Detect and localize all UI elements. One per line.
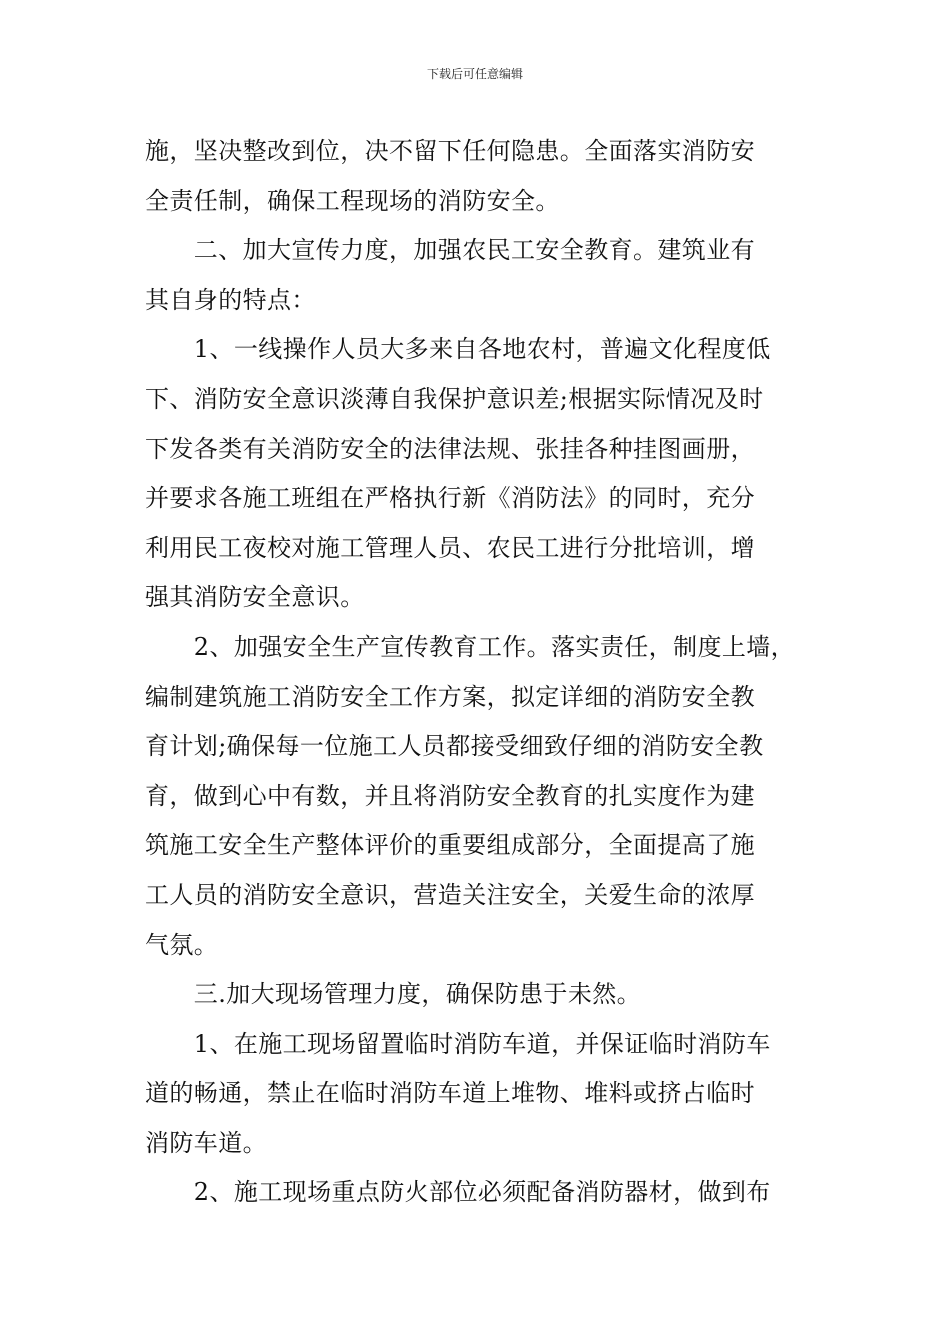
text-line: 下发各类有关消防安全的法律法规、张挂各种挂图画册， <box>145 434 755 463</box>
text-line: 二、加大宣传力度，加强农民工安全教育。建筑业有 <box>145 236 755 265</box>
text-line: 工人员的消防安全意识，营造关注安全，关爱生命的浓厚 <box>145 880 755 909</box>
text-line: 全责任制，确保工程现场的消防安全。 <box>145 186 560 215</box>
text-line: 利用民工夜校对施工管理人员、农民工进行分批培训，增 <box>145 533 755 562</box>
text-line: 2、加强安全生产宣传教育工作。落实责任，制度上墙， <box>145 632 796 661</box>
text-line: 道的畅通，禁止在临时消防车道上堆物、堆料或挤占临时 <box>145 1079 755 1108</box>
document-body <box>145 127 825 1218</box>
text-line: 下、消防安全意识淡薄自我保护意识差;根据实际情况及时 <box>145 384 764 413</box>
text-line: 其自身的特点： <box>145 285 316 314</box>
text-line: 育，做到心中有数，并且将消防安全教育的扎实度作为建 <box>145 781 755 810</box>
text-line: 1、一线操作人员大多来自各地农村，普遍文化程度低 <box>145 335 771 364</box>
text-line: 强其消防安全意识。 <box>145 583 365 612</box>
text-line: 2、施工现场重点防火部位必须配备消防器材，做到布 <box>145 1178 771 1207</box>
text-line: 三.加大现场管理力度，确保防患于未然。 <box>145 980 642 1009</box>
text-line: 消防车道。 <box>145 1128 267 1157</box>
text-line: 气氛。 <box>145 930 219 959</box>
text-line: 施，坚决整改到位，决不留下任何隐患。全面落实消防安 <box>145 137 755 165</box>
text-line: 并要求各施工班组在严格执行新《消防法》的同时，充分 <box>145 484 755 513</box>
text-line: 1、在施工现场留置临时消防车道，并保证临时消防车 <box>145 1029 771 1058</box>
page-header: 下载后可任意编辑 <box>426 67 523 81</box>
text-line: 筑施工安全生产整体评价的重要组成部分，全面提高了施 <box>145 831 755 860</box>
text-line: 编制建筑施工消防安全工作方案，拟定详细的消防安全教 <box>145 682 755 711</box>
text-line: 育计划;确保每一位施工人员都接受细致仔细的消防安全教 <box>145 732 764 761</box>
